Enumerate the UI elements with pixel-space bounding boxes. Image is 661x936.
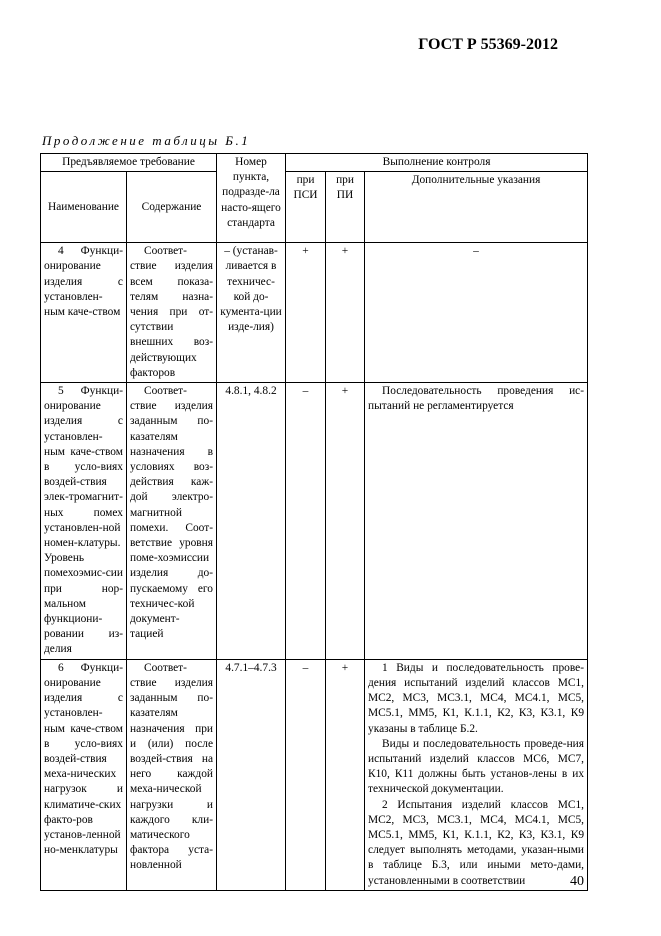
- row-name: 5 Функци-онирование изделия с установлен-ным каче-ством в усло-виях воздей-ствия элек-тромагнит-ных помех установлен-ной номен-клатуры. Уровень помехоэмис-сии при нор-мальном функциони-ровании из-делия: [41, 383, 127, 660]
- row-item: 4.7.1–4.7.3: [217, 659, 286, 890]
- header-control-group: Выполнение контроля: [286, 154, 588, 172]
- header-pi: при ПИ: [326, 172, 365, 243]
- note-paragraph: Виды и последовательность проведе-ния испытаний изделий классов МС6, МС7, К10, К11 должны быть установ-лены в их технической документации.: [368, 737, 585, 796]
- note-paragraph: –: [473, 245, 479, 258]
- row-pi: +: [326, 243, 365, 383]
- row-notes: [365, 383, 588, 660]
- row-item: 4.8.1, 4.8.2: [217, 383, 286, 660]
- row-psi: –: [286, 383, 326, 660]
- row-notes: [365, 659, 588, 890]
- table-row: [41, 383, 588, 660]
- standard-header: ГОСТ Р 55369-2012: [418, 36, 558, 53]
- note-paragraph: 1 Виды и последовательность прове-дения испытаний изделий классов МС1, МС2, МС3, МС3.1, МС4, МС4.1, МС5, МС5.1, ММ5, К1, К.1.1, К2, К3, К3.1, К9 указаны в таблице Б.2.: [368, 661, 585, 735]
- row-name: 4 Функци-онирование изделия с установлен-ным каче-ством: [41, 243, 127, 383]
- row-content: Соответ-ствие изделия всем показа-телям назна-чения при от-сутствии внешних воз-действующих факторов: [127, 243, 217, 383]
- header-requirement-group: Предъявляемое требование: [41, 154, 217, 172]
- header-psi: при ПСИ: [286, 172, 326, 243]
- row-content: Соответ-ствие изделия заданным по-казателям назначения в условиях воз-действия каж-дой электро-магнитной помехи. Соот-ветствие уровня поме-хоэмиссии изделия до-пускаемому его техничес-кой документ-тацией: [127, 383, 217, 660]
- header-notes: Дополнительные указания: [365, 172, 588, 243]
- row-psi: –: [286, 659, 326, 890]
- row-name: 6 Функци-онирование изделия с установлен-ным каче-ством в усло-виях воздей-ствия меха-нических нагрузок и климатиче-ских факто-ров установ-ленной но-менклатуры: [41, 659, 127, 890]
- header-content: Содержание: [127, 172, 217, 243]
- table-row: [41, 659, 588, 890]
- note-paragraph: 2 Испытания изделий классов МС1, МС2, МС3, МС3.1, МС4, МС4.1, МС5, МС5.1, ММ5, К1, К.1.1, К2, К3, К3.1, К9 следует выполнять методами, указан-ными в таблице Б.3, или иными мето-дами, установленными в соответствии: [368, 798, 585, 887]
- requirements-table: [40, 153, 588, 891]
- row-psi: +: [286, 243, 326, 383]
- table-continuation-caption: Продолжение таблицы Б.1: [42, 133, 251, 148]
- page-number: 40: [570, 874, 584, 889]
- row-pi: +: [326, 659, 365, 890]
- row-content: Соответ-ствие изделия заданным по-казателям назначения при и (или) после воздей-ствия на него каждой меха-нической нагрузки и каждого кли-матического фактора уста-новленной: [127, 659, 217, 890]
- table-row: [41, 243, 588, 383]
- row-notes: [365, 243, 588, 383]
- header-name: Наименование: [41, 172, 127, 243]
- note-paragraph: Последовательность проведения ис-пытаний не регламентируется: [368, 385, 585, 413]
- header-item-number: Номер пункта, подразде-ла насто-ящего стандарта: [217, 154, 286, 243]
- row-item: – (устанав-ливается в техничес-кой до-кумента-ции изде-лия): [217, 243, 286, 383]
- row-pi: +: [326, 383, 365, 660]
